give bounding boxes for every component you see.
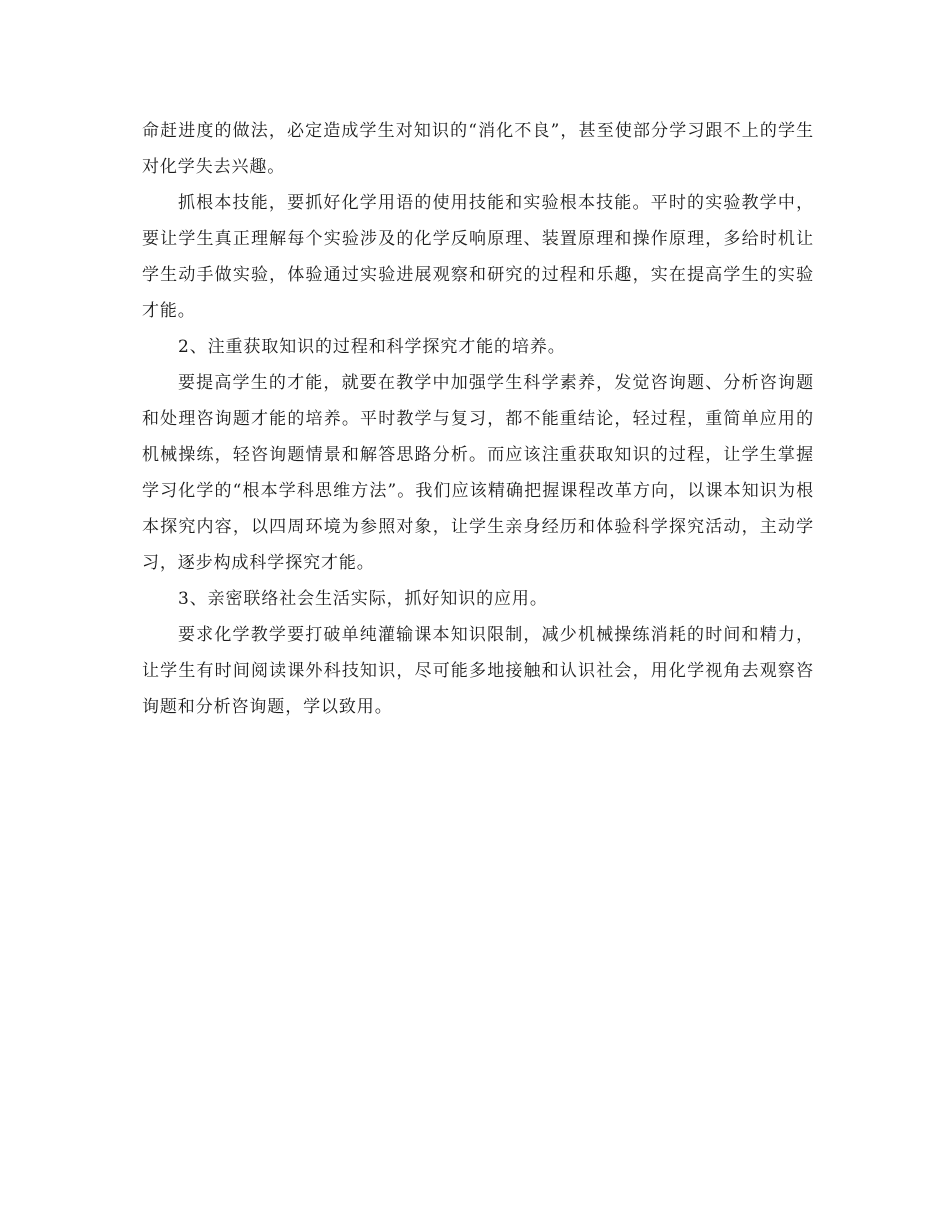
paragraph-basic-skills: 抓根本技能，要抓好化学用语的使用技能和实验根本技能。平时的实验教学中，要让学生真正理解每个实验涉及的化学反响原理、装置原理和操作原理，多给时机让学生动手做实验，体验通过实验进展观察和研究的过程和乐趣，实在提高学生的实验才能。 [142,193,814,321]
paragraph-continuation: 命赶进度的做法，必定造成学生对知识的“消化不良”，甚至使部分学习跟不上的学生对化学失去兴趣。 [142,121,814,177]
section-heading-2: 2、注重获取知识的过程和科学探究才能的培养。 [178,337,566,357]
section-heading-3: 3、亲密联络社会生活实际，抓好知识的应用。 [178,589,548,609]
paragraph-application: 要求化学教学要打破单纯灌输课本知识限制，减少机械操练消耗的时间和精力，让学生有时间阅读课外科技知识，尽可能多地接触和认识社会，用化学视角去观察咨询题和分析咨询题，学以致用。 [142,625,814,717]
document-body [142,113,814,725]
paragraph-inquiry-ability: 要提高学生的才能，就要在教学中加强学生科学素养，发觉咨询题、分析咨询题和处理咨询题才能的培养。平时教学与复习，都不能重结论，轻过程，重简单应用的机械操练，轻咨询题情景和解答思路分析。而应该注重获取知识的过程，让学生掌握学习化学的“根本学科思维方法”。我们应该精确把握课程改革方向，以课本知识为根本探究内容，以四周环境为参照对象，让学生亲身经历和体验科学探究活动，主动学习，逐步构成科学探究才能。 [142,373,814,573]
